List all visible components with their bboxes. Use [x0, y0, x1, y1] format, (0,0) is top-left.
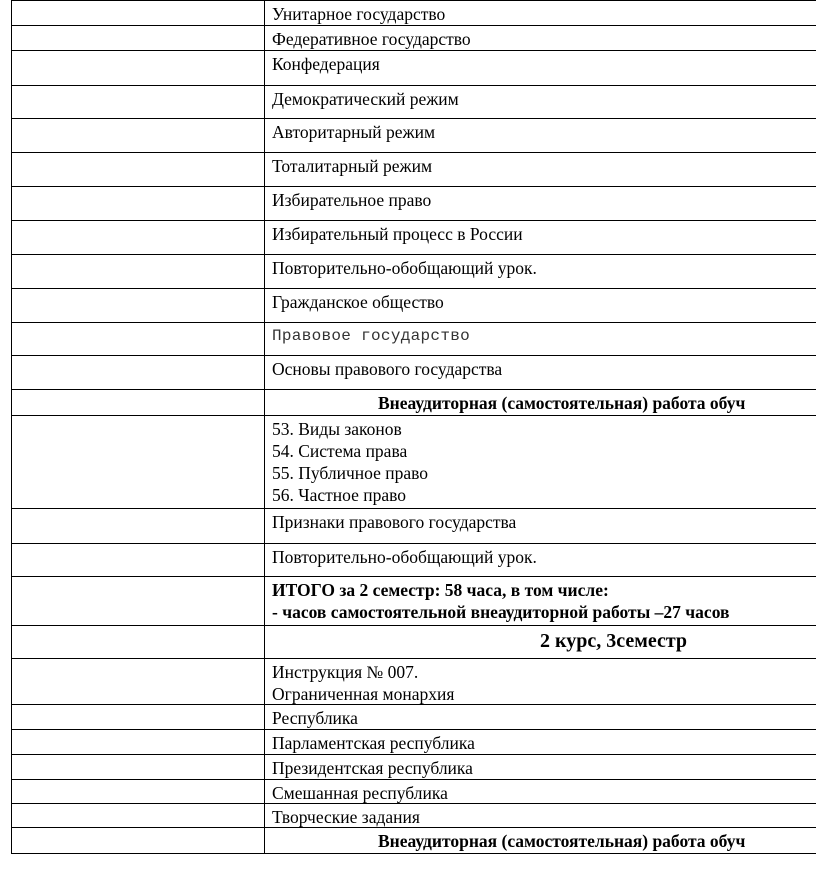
topic-cell: Президентская республика	[272, 758, 473, 778]
table-cell-empty	[11, 86, 265, 118]
topic-cell: Признаки правового государства	[272, 512, 517, 532]
table-row	[11, 659, 816, 705]
table-row	[11, 804, 816, 828]
table-cell-empty	[11, 187, 265, 220]
topic-line: 54. Система права	[272, 441, 408, 461]
table-row	[11, 780, 816, 804]
table-row	[11, 730, 816, 755]
table-row	[11, 26, 816, 51]
topic-line: 55. Публичное право	[272, 463, 429, 483]
table-cell-empty	[11, 577, 265, 625]
section-heading: Внеаудиторная (самостоятельная) работа обуч	[378, 831, 746, 851]
topic-cell: Демократический режим	[272, 89, 459, 109]
table-row	[11, 416, 816, 509]
topic-cell: Повторительно-обобщающий урок.	[272, 547, 537, 567]
topic-cell: Авторитарный режим	[272, 122, 436, 142]
table-cell-empty	[11, 26, 265, 50]
table-cell-empty	[11, 221, 265, 254]
topic-cell: Парламентская республика	[272, 733, 475, 753]
topic-cell: Гражданское общество	[272, 292, 444, 312]
table-cell-empty	[11, 804, 265, 827]
section-heading: Внеаудиторная (самостоятельная) работа обуч	[378, 393, 746, 413]
table-row	[11, 86, 816, 119]
table-cell-empty	[11, 289, 265, 322]
table-row	[11, 626, 816, 659]
table-cell-empty	[11, 828, 265, 853]
total-line: - часов самостоятельной внеаудиторной работы –27 часов	[272, 602, 730, 622]
table-cell-empty	[11, 51, 265, 85]
table-cell-empty	[11, 755, 265, 779]
table-cell-empty	[11, 730, 265, 754]
table-cell-empty	[11, 780, 265, 803]
topic-cell-multiline	[265, 416, 816, 508]
topic-line: Ограниченная монархия	[272, 684, 455, 704]
table-row	[11, 356, 816, 390]
table-cell-empty	[11, 626, 265, 658]
table-cell-empty	[11, 544, 265, 576]
table-cell-empty	[11, 509, 265, 543]
table-row	[11, 755, 816, 780]
lesson-table	[11, 0, 816, 854]
table-row	[11, 119, 816, 153]
table-row	[11, 828, 816, 854]
topic-line: 56. Частное право	[272, 485, 407, 505]
topic-line: 53. Виды законов	[272, 419, 402, 439]
table-cell-empty	[11, 1, 265, 25]
table-cell-empty	[11, 390, 265, 415]
topic-line: Инструкция № 007.	[272, 662, 419, 682]
topic-cell: Федеративное государство	[272, 29, 471, 49]
topic-cell: Избирательное право	[272, 190, 432, 210]
table-row	[11, 544, 816, 577]
topic-cell-multiline	[265, 659, 816, 704]
table-row	[11, 51, 816, 86]
topic-cell: Правовое государство	[272, 327, 471, 345]
table-row	[11, 153, 816, 187]
semester-total	[265, 577, 816, 625]
topic-cell: Избирательный процесс в России	[272, 224, 523, 244]
table-cell-empty	[11, 705, 265, 729]
table-row	[11, 255, 816, 289]
topic-cell: Республика	[272, 708, 358, 728]
table-row	[11, 289, 816, 323]
table-row	[11, 577, 816, 626]
table-row	[11, 187, 816, 221]
table-cell-empty	[11, 153, 265, 186]
table-cell-empty	[11, 255, 265, 288]
table-cell-empty	[11, 356, 265, 389]
table-cell-empty	[11, 659, 265, 704]
table-row	[11, 323, 816, 356]
table-cell-empty	[11, 323, 265, 355]
table-cell-empty	[11, 119, 265, 152]
table-row	[11, 509, 816, 544]
topic-cell: Творческие задания	[272, 807, 420, 827]
table-row	[11, 221, 816, 255]
topic-cell: Унитарное государство	[272, 4, 446, 24]
table-row	[11, 390, 816, 416]
topic-cell: Конфедерация	[272, 54, 380, 74]
total-line: ИТОГО за 2 семестр: 58 часа, в том числе:	[272, 580, 609, 600]
topic-cell: Повторительно-обобщающий урок.	[272, 258, 537, 278]
topic-cell: Основы правового государства	[272, 359, 503, 379]
table-row	[11, 0, 816, 26]
table-cell-empty	[11, 416, 265, 508]
topic-cell: Тоталитарный режим	[272, 156, 433, 176]
course-semester-heading: 2 курс, 3семестр	[540, 630, 688, 652]
table-row	[11, 705, 816, 730]
topic-cell: Смешанная республика	[272, 783, 448, 803]
